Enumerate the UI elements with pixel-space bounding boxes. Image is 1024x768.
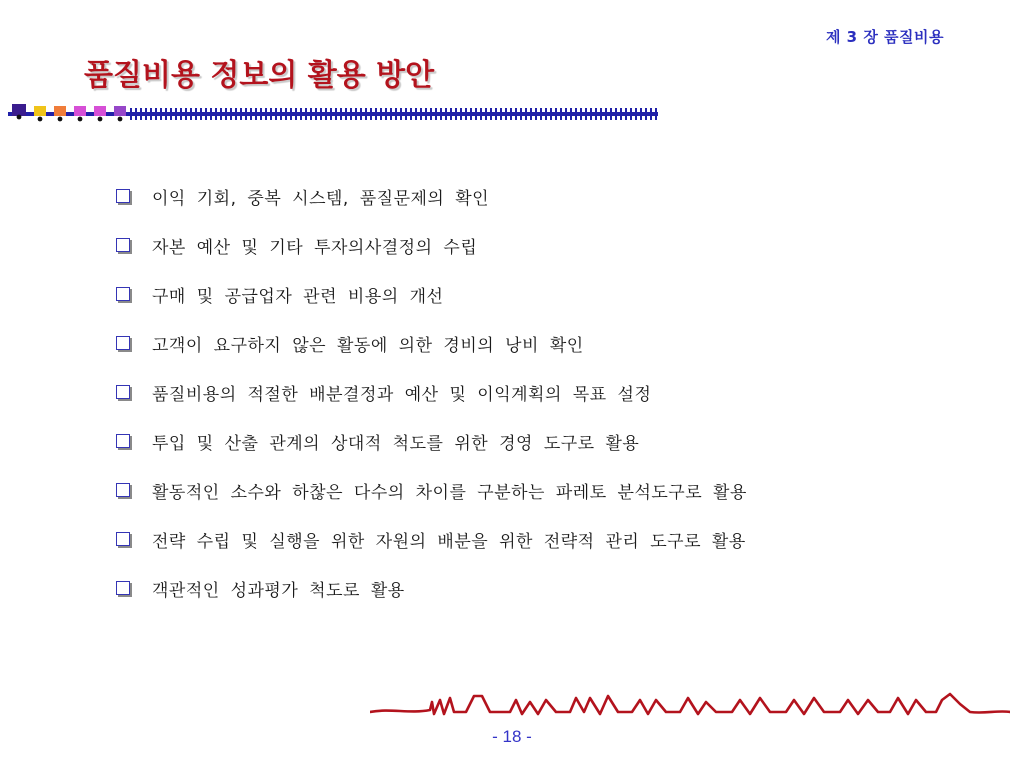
track-tie	[375, 108, 377, 120]
track-tie	[350, 108, 352, 120]
track-tie	[380, 108, 382, 120]
track-tie	[305, 108, 307, 120]
track-tie	[365, 108, 367, 120]
track-tie	[510, 108, 512, 120]
track-tie	[640, 108, 642, 120]
track-tie	[610, 108, 612, 120]
track-tie	[555, 108, 557, 120]
list-item	[116, 478, 747, 502]
track-tie	[460, 108, 462, 120]
track-tie	[615, 108, 617, 120]
track-tie	[220, 108, 222, 120]
bullet-text: 투입 및 산출 관계의 상대적 척도를 위한 경영 도구로 활용	[152, 433, 640, 454]
track-tie	[540, 108, 542, 120]
checkbox-bullet-icon	[116, 336, 130, 350]
track-tie	[155, 108, 157, 120]
track-tie	[595, 108, 597, 120]
track-tie	[180, 108, 182, 120]
track-tie	[250, 108, 252, 120]
track-tie	[300, 108, 302, 120]
track-tie	[625, 108, 627, 120]
track-tie	[400, 108, 402, 120]
track-tie	[545, 108, 547, 120]
track-tie	[190, 108, 192, 120]
track-tie	[575, 108, 577, 120]
bullet-text: 품질비용의 적절한 배분결정과 예산 및 이익계획의 목표 설정	[152, 384, 652, 405]
track-tie	[205, 108, 207, 120]
track-tie	[170, 108, 172, 120]
track-tie	[565, 108, 567, 120]
bullet-text: 활동적인 소수와 하찮은 다수의 차이를 구분하는 파레토 분석도구로 활용	[152, 482, 747, 503]
track-tie	[580, 108, 582, 120]
track-tie	[285, 108, 287, 120]
list-item	[116, 184, 747, 208]
checkbox-bullet-icon	[116, 385, 130, 399]
track-tie	[550, 108, 552, 120]
track-tie	[330, 108, 332, 120]
track-tie	[420, 108, 422, 120]
track-tie	[470, 108, 472, 120]
bullet-text: 객관적인 성과평가 척도로 활용	[152, 580, 405, 601]
track-tie	[635, 108, 637, 120]
track-tie	[405, 108, 407, 120]
checkbox-bullet-icon	[116, 434, 130, 448]
track-tie	[440, 108, 442, 120]
bullet-text: 전략 수립 및 실행을 위한 자원의 배분을 위한 전략적 관리 도구로 활용	[152, 531, 746, 552]
track-tie	[450, 108, 452, 120]
checkbox-bullet-icon	[116, 238, 130, 252]
track-tie	[230, 108, 232, 120]
track-tie	[570, 108, 572, 120]
track-tie	[240, 108, 242, 120]
track-tie	[160, 108, 162, 120]
list-item	[116, 282, 747, 306]
track-tie	[525, 108, 527, 120]
track-tie	[465, 108, 467, 120]
track-tie	[355, 108, 357, 120]
track-tie	[275, 108, 277, 120]
track-tie	[620, 108, 622, 120]
track-tie	[455, 108, 457, 120]
list-item	[116, 429, 747, 453]
track-tie	[650, 108, 652, 120]
track-tie	[530, 108, 532, 120]
track-tie	[145, 108, 147, 120]
track-tie	[290, 108, 292, 120]
checkbox-bullet-icon	[116, 287, 130, 301]
track-tie	[425, 108, 427, 120]
track-tie	[600, 108, 602, 120]
bullet-list	[116, 184, 747, 625]
track-tie	[480, 108, 482, 120]
track-tie	[315, 108, 317, 120]
track-tie	[200, 108, 202, 120]
track-tie	[370, 108, 372, 120]
track-tie	[560, 108, 562, 120]
track-tie	[490, 108, 492, 120]
bullet-text: 이익 기회, 중복 시스템, 품질문제의 확인	[152, 188, 490, 209]
chapter-label: 제 3 장 품질비용	[825, 28, 944, 46]
list-item	[116, 576, 747, 600]
track-tie	[485, 108, 487, 120]
track-tie	[270, 108, 272, 120]
track-tie	[390, 108, 392, 120]
track-tie	[135, 108, 137, 120]
track-tie	[515, 108, 517, 120]
track-tie	[590, 108, 592, 120]
track-tie	[335, 108, 337, 120]
track-tie	[360, 108, 362, 120]
bullet-text: 자본 예산 및 기타 투자의사결정의 수립	[152, 237, 478, 258]
track-tie	[445, 108, 447, 120]
list-item	[116, 380, 747, 404]
scribble-decoration	[370, 690, 1010, 720]
train-icon	[8, 100, 658, 126]
track-tie	[235, 108, 237, 120]
track-tie	[130, 108, 132, 120]
track-tie	[520, 108, 522, 120]
track-tie	[185, 108, 187, 120]
track-tie	[395, 108, 397, 120]
track-tie	[245, 108, 247, 120]
track-tie	[415, 108, 417, 120]
track-tie	[325, 108, 327, 120]
track-tie	[295, 108, 297, 120]
track-tie	[500, 108, 502, 120]
track-tie	[320, 108, 322, 120]
track-tie	[255, 108, 257, 120]
track-tie	[410, 108, 412, 120]
page-title: 품질비용 정보의 활용 방안	[84, 58, 435, 93]
checkbox-bullet-icon	[116, 483, 130, 497]
track-tie	[495, 108, 497, 120]
track-tie	[195, 108, 197, 120]
checkbox-bullet-icon	[116, 581, 130, 595]
list-item	[116, 233, 747, 257]
track-tie	[140, 108, 142, 120]
track-tie	[585, 108, 587, 120]
track-tie	[535, 108, 537, 120]
track-tie	[210, 108, 212, 120]
track-tie	[225, 108, 227, 120]
track-tie	[310, 108, 312, 120]
track-tie	[345, 108, 347, 120]
page-number: - 18 -	[492, 727, 532, 746]
track-tie	[175, 108, 177, 120]
track-tie	[165, 108, 167, 120]
track-tie	[340, 108, 342, 120]
track-tie	[385, 108, 387, 120]
checkbox-bullet-icon	[116, 532, 130, 546]
track-tie	[215, 108, 217, 120]
track-tie	[505, 108, 507, 120]
list-item	[116, 331, 747, 355]
track-tie	[645, 108, 647, 120]
list-item	[116, 527, 747, 551]
track-tie	[605, 108, 607, 120]
track-tie	[435, 108, 437, 120]
checkbox-bullet-icon	[116, 189, 130, 203]
bullet-text: 구매 및 공급업자 관련 비용의 개선	[152, 286, 444, 307]
track-tie	[630, 108, 632, 120]
track-tie	[260, 108, 262, 120]
track-tie	[655, 108, 657, 120]
track-tie	[430, 108, 432, 120]
track-tie	[265, 108, 267, 120]
bullet-text: 고객이 요구하지 않은 활동에 의한 경비의 낭비 확인	[152, 335, 584, 356]
track-tie	[150, 108, 152, 120]
track-tie	[280, 108, 282, 120]
track-tie	[475, 108, 477, 120]
